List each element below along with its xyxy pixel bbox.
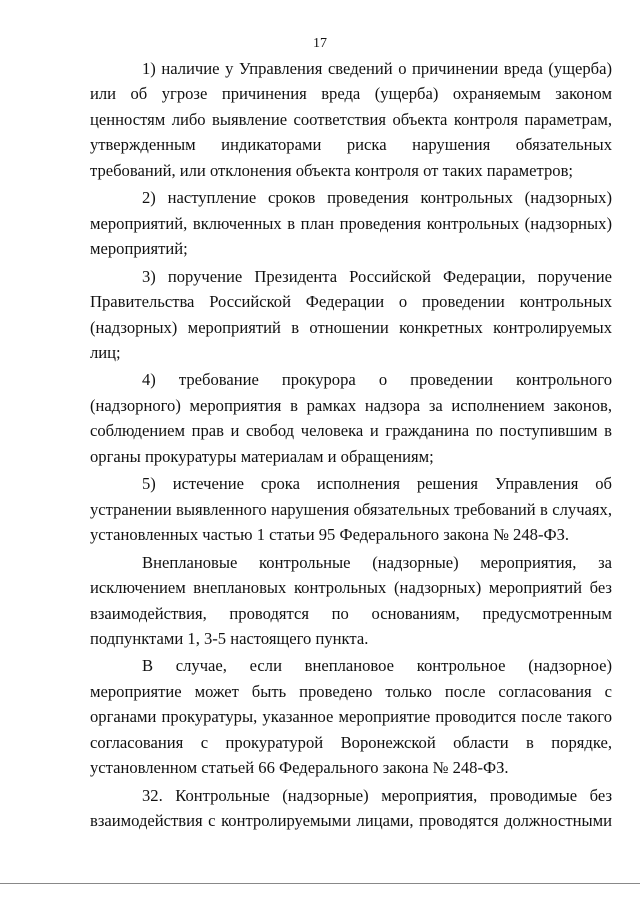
paragraph-unscheduled-grounds: Внеплановые контрольные (надзорные) мероприятия, за исключением внеплановых контрольных (надзорных) мероприятий без взаимодействия, проводятся по основаниям, предусмотренным подпунктами 1, 3-5 настоящего пункта.: [90, 552, 612, 648]
paragraph-item-2: 2) наступление сроков проведения контрольных (надзорных) мероприятий, включенных в план проведения контрольных (надзорных) мероприятий;: [90, 188, 612, 259]
document-body: [90, 56, 612, 836]
page-number: 17: [313, 36, 327, 51]
paragraph-item-4: 4) требование прокурора о проведении контрольного (надзорного) мероприятия в рамках надзора за исполнением законов, соблюдением прав и свобод человека и гражданина по поступившим в органы прокуратуры материалам и обращениям;: [90, 370, 612, 466]
footer-divider: [0, 883, 640, 884]
paragraph-item-5: 5) истечение срока исполнения решения Управления об устранении выявленного нарушения обязательных требований в случаях, установленных частью 1 статьи 95 Федерального закона № 248-ФЗ.: [90, 474, 612, 545]
paragraph-clause-32: 32. Контрольные (надзорные) мероприятия, проводимые без взаимодействия с контролируемыми лицами, проводятся должностными: [90, 785, 612, 831]
paragraph-prosecutor-approval: В случае, если внеплановое контрольное (надзорное) мероприятие может быть проведено только после согласования с органами прокуратуры, указанное мероприятие проводится после такого согласования с прокуратурой Воронежской области в порядке, установленном статьей 66 Федерального закона № 248-ФЗ.: [90, 656, 612, 778]
paragraph-item-1: 1) наличие у Управления сведений о причинении вреда (ущерба) или об угрозе причинения вреда (ущерба) охраняемым законом ценностям либо выявление соответствия объекта контроля параметрам, утвержденным индикаторами риска нарушения обязательных требований, или отклонения объекта контроля от таких параметров;: [90, 59, 612, 180]
paragraph-item-3: 3) поручение Президента Российской Федерации, поручение Правительства Российской Федерации о проведении контрольных (надзорных) мероприятий в отношении конкретных контролируемых лиц;: [90, 266, 612, 362]
